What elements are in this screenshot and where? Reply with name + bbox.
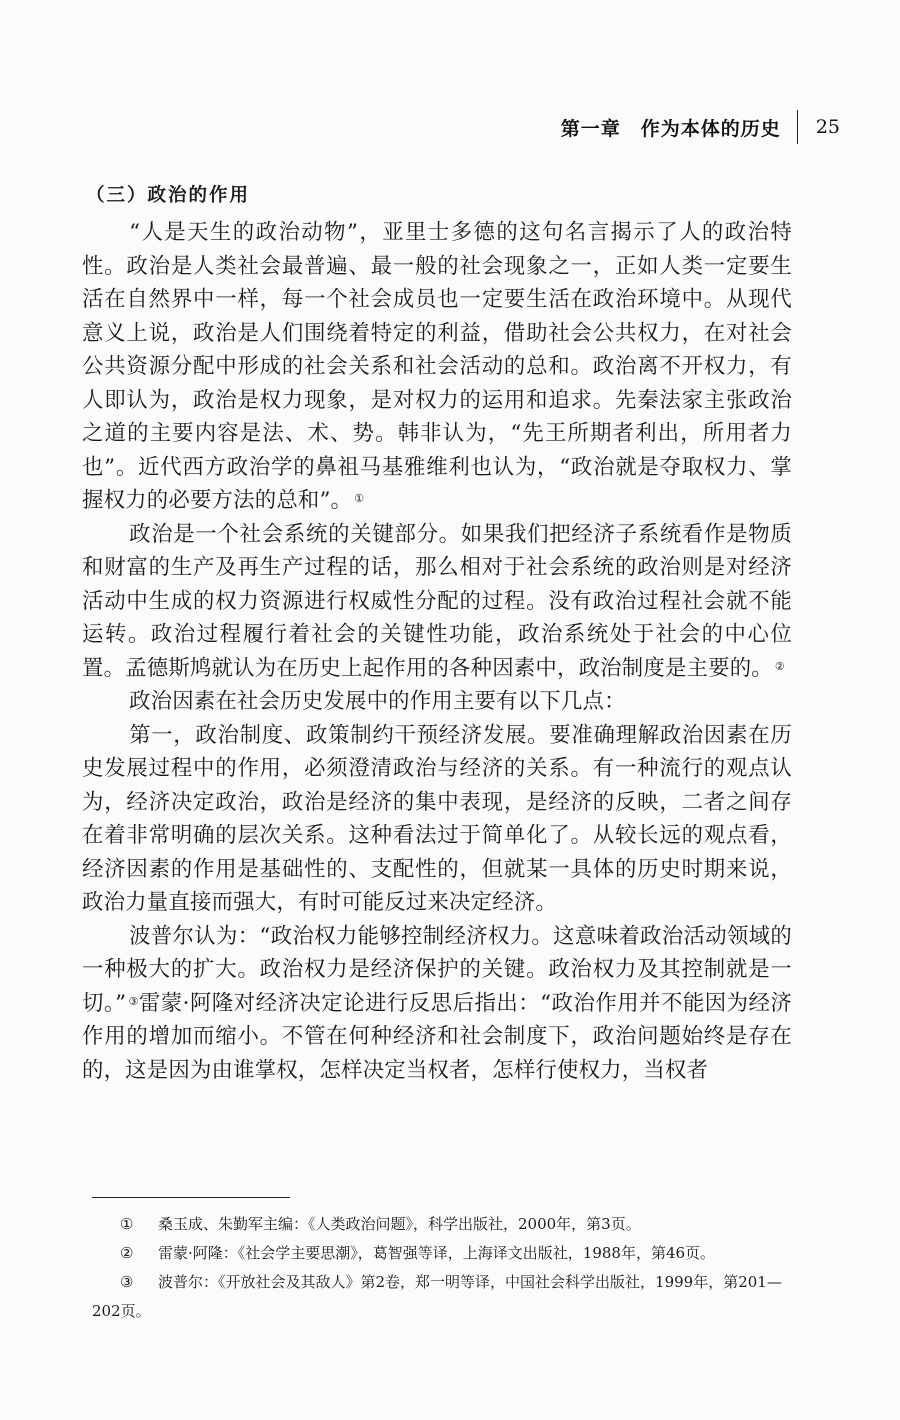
paragraph-5 — [82, 920, 792, 1088]
footnote-mark: ① — [120, 1215, 134, 1233]
footnote-3 — [92, 1268, 792, 1326]
paragraph-text: 政治是一个社会系统的关键部分。如果我们把经济子系统看作是物质和财富的生产及再生产过程的话，那么相对于社会系统的政治则是对经济活动中生成的权力资源进行权威性分配的过程。没有政治过程社会就不能运转。政治过程履行着社会的关键性功能，政治系统处于社会的中心位置。孟德斯鸠就认为在历史上起作用的各种因素中，政治制度是主要的。 — [82, 521, 792, 681]
footnote-mark: ③ — [120, 1273, 134, 1291]
paragraph-text: 第一，政治制度、政策制约干预经济发展。要准确理解政治因素在历史发展过程中的作用，必须澄清政治与经济的关系。有一种流行的观点认为，经济决定政治，政治是经济的集中表现，是经济的反映，二者之间存在着非常明确的层次关系。这种看法过于简单化了。从较长远的观点看，经济因素的作用是基础性的、支配性的，但就某一具体的历史时期来说，政治力量直接而强大，有时可能反过来决定经济。 — [82, 722, 792, 915]
footnote-ref-3[interactable]: ③ — [128, 994, 139, 1008]
footnote-text: 波普尔：《开放社会及其敌人》第2卷，郑一明等译，中国社会科学出版社，1999年，第201—202页。 — [92, 1273, 782, 1320]
footnote-ref-2[interactable]: ② — [774, 659, 785, 673]
footnote-2 — [92, 1239, 792, 1268]
paragraph-text: 波普尔认为：“政治权力能够控制经济权力。这意味着政治活动领域的一种极大的扩大。政治权力是经济保护的关键。政治权力及其控制就是一切。” — [82, 923, 792, 1016]
footnote-text: 桑玉成、朱勤军主编：《人类政治问题》，科学出版社，2000年，第3页。 — [158, 1215, 641, 1233]
paragraph-2 — [82, 518, 792, 686]
chapter-title: 第一章 作为本体的历史 — [560, 117, 781, 140]
paragraph-text-continued: 雷蒙·阿隆对经济决定论进行反思后指出：“政治作用并不能因为经济作用的增加而缩小。不管在何种经济和社会制度下，政治问题始终是存在的，这是因为由谁掌权，怎样决定当权者，怎样行使权力，当权者 — [82, 990, 793, 1083]
footnotes — [92, 1210, 792, 1326]
footnote-mark: ② — [120, 1244, 134, 1262]
paragraph-4 — [82, 719, 792, 920]
paragraph-1 — [82, 216, 792, 518]
header-divider — [797, 110, 798, 144]
main-text — [82, 178, 792, 1087]
paragraph-3 — [82, 685, 792, 719]
paragraph-text: “人是天生的政治动物”，亚里士多德的这句名言揭示了人的政治特性。政治是人类社会最普遍、最一般的社会现象之一，正如人类一定要生活在自然界中一样，每一个社会成员也一定要生活在政治环境中。从现代意义上说，政治是人们围绕着特定的利益，借助社会公共权力，在对社会公共资源分配中形成的社会关系和社会活动的总和。政治离不开权力，有人即认为，政治是权力现象，是对权力的运用和追求。先秦法家主张政治之道的主要内容是法、术、势。韩非认为，“先王所期者利出，所用者力也”。近代西方政治学的鼻祖马基雅维利也认为，“政治就是夺取权力、掌握权力的必要方法的总和”。 — [82, 220, 792, 513]
footnote-separator — [92, 1197, 290, 1198]
page-number: 25 — [815, 116, 840, 138]
footnote-ref-1[interactable]: ① — [354, 492, 365, 505]
footnote-1 — [92, 1210, 792, 1239]
paragraph-text: 政治因素在社会历史发展中的作用主要有以下几点： — [129, 689, 626, 714]
section-heading: （三）政治的作用 — [86, 185, 251, 206]
footnote-text: 雷蒙·阿隆：《社会学主要思潮》，葛智强等译，上海译文出版社，1988年，第46页。 — [158, 1244, 716, 1262]
running-header — [561, 112, 840, 142]
